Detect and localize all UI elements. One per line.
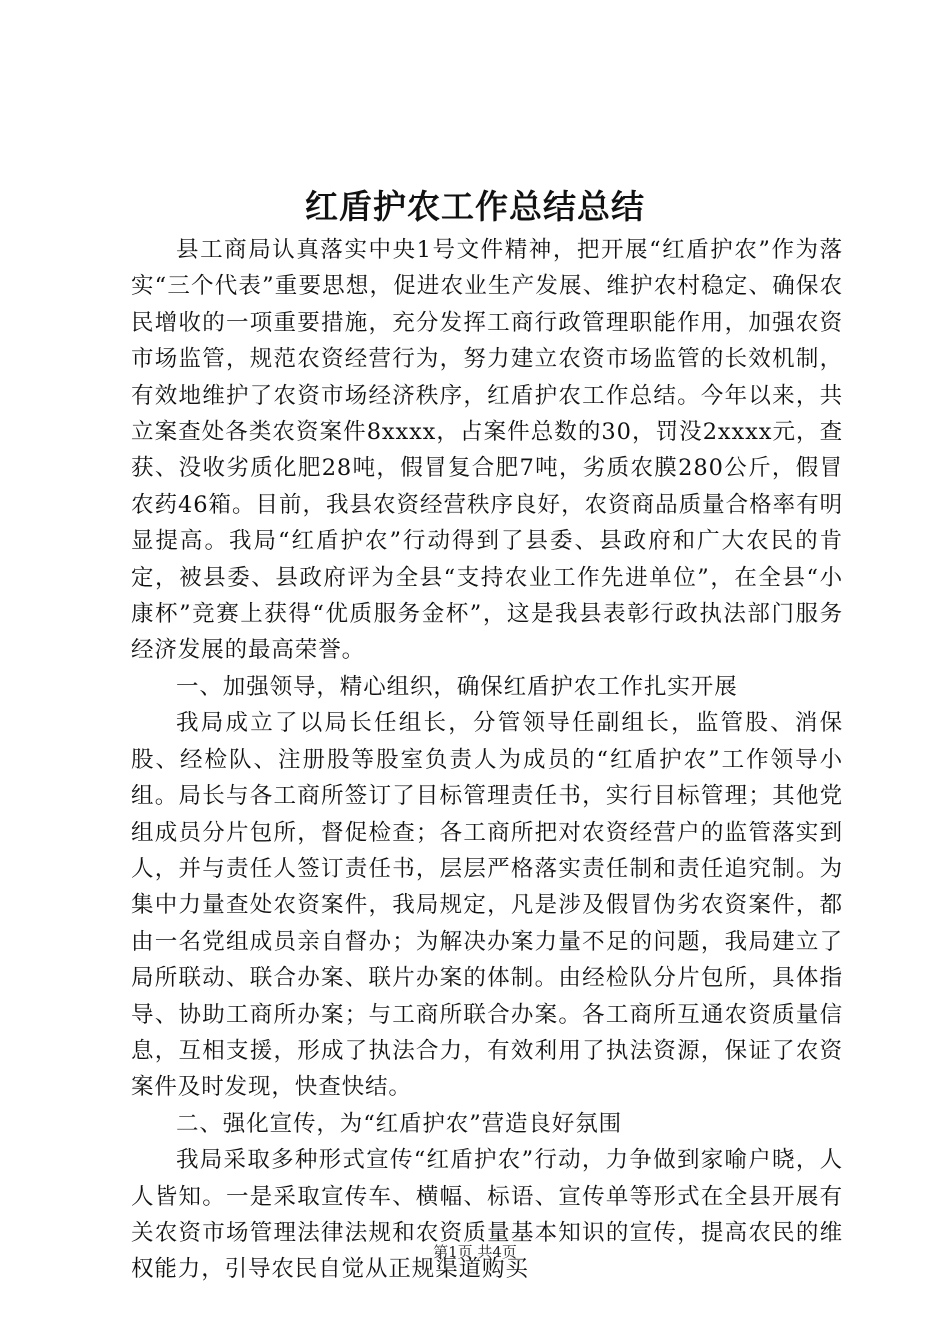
section-heading-2: 二、强化宣传，为“红盾护农”营造良好氛围 (176, 1110, 623, 1137)
intro-paragraph: 县工商局认真落实中央1号文件精神，把开展“红盾护农”作为落实“三个代表”重要思想，促进农业生产发展、维护农村稳定、确保农民增收的一项重要措施，充分发挥工商行政管理职能作用，加强农资市场监管，规范农资经营行为，努力建立农资市场监管的长效机制，有效地维护了农资市场经济秩序，红盾护农工作总结。今年以来，共立案查处各类农资案件8xxxx，占案件总数的30，罚没2xxxx元，查获、没收劣质化肥28吨，假冒复合肥7吨，劣质农膜280公斤，假冒农药46箱。目前，我县农资经营秩序良好，农资商品质量合格率有明显提高。我局“红盾护农”行动得到了县委、县政府和广大农民的肯定，被县委、县政府评为全县“支持农业工作先进单位”，在全县“小康杯”竞赛上获得“优质服务金杯”，这是我县表彰行政执法部门服务经济发展的最高荣誉。 (131, 237, 843, 664)
document-body (131, 232, 843, 1288)
document-title: 红盾护农工作总结总结 (305, 187, 645, 226)
section-heading-1: 一、加强领导，精心组织，确保红盾护农工作扎实开展 (176, 673, 738, 700)
section-2-paragraph: 我局采取多种形式宣传“红盾护农”行动，力争做到家喻户晓，人人皆知。一是采取宣传车、横幅、标语、宣传单等形式在全县开展有关农资市场管理法律法规和农资质量基本知识的宣传，提高农民的维权能力，引导农民自觉从正规渠道购买 (131, 1147, 843, 1283)
page-footer: 第1页 共4页 (433, 1243, 517, 1261)
section-1-paragraph: 我局成立了以局长任组长，分管领导任副组长，监管股、消保股、经检队、注册股等股室负责人为成员的“红盾护农”工作领导小组。局长与各工商所签订了目标管理责任书，实行目标管理；其他党组成员分片包所，督促检查；各工商所把对农资经营户的监管落实到人，并与责任人签订责任书，层层严格落实责任制和责任追究制。为集中力量查处农资案件，我局规定，凡是涉及假冒伪劣农资案件，都由一名党组成员亲自督办；为解决办案力量不足的问题，我局建立了局所联动、联合办案、联片办案的体制。由经检队分片包所，具体指导、协助工商所办案；与工商所联合办案。各工商所互通农资质量信息，互相支援，形成了执法合力，有效利用了执法资源，保证了农资案件及时发现，快查快结。 (131, 710, 843, 1101)
